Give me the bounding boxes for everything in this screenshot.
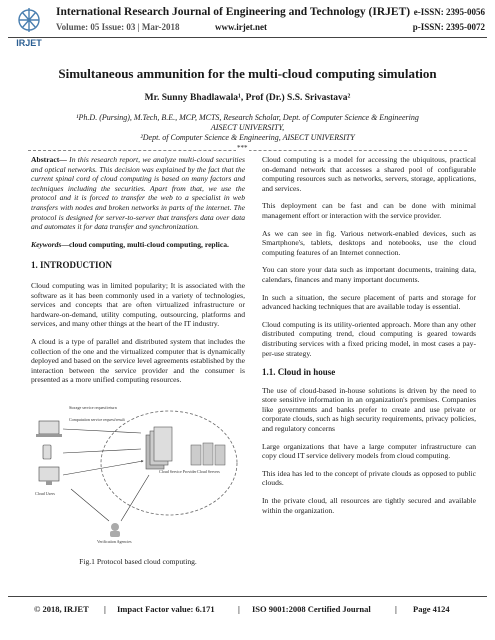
figure-protocol-cloud (31, 393, 243, 551)
figure-caption: Fig.1 Protocol based cloud computing. (79, 556, 197, 566)
journal-header (0, 0, 495, 56)
keywords (31, 240, 245, 250)
cloud-servers-icon (191, 443, 225, 465)
right-paragraph-4: You can store your data such as important documents, training data, calendars, finances and many important documents. (262, 265, 476, 284)
separator-stars: *** (237, 144, 248, 152)
right-paragraph-2: This deployment can be fast and can be done with minimal management effort or interaction with the service provider. (262, 201, 476, 220)
irjet-logo (8, 4, 50, 50)
left-column (31, 155, 245, 566)
eissn: e-ISSN: 2395-0056 (413, 7, 485, 17)
intro-paragraph-2: A cloud is a type of parallel and distributed system that includes the collection of the one and the virtualized computer that is dynamically deployed and based on the service level agreements established by the interaction between the service provider and the consumer is presented as a more unified computing resources. (31, 336, 245, 385)
keywords-label: Keywords— (31, 239, 69, 249)
subsection-heading-cloud-in-house: 1.1. Cloud in house (262, 367, 336, 378)
footer-separator: | (104, 604, 106, 614)
right-paragraph-5: In such a situation, the secure placement of parts and storage for advanced hacking techniques that are available today is essential. (262, 292, 476, 312)
footer-copyright: © 2018, IRJET (34, 604, 89, 614)
footer-separator: | (238, 604, 240, 614)
abstract-label: Abstract— (31, 155, 67, 164)
laptop-icon (36, 421, 62, 437)
right-paragraph-1: Cloud computing is a model for accessing the ubiquitous, practical on-demand network that accesses a shared pool of configurable computing resources such as networks, servers, storage, applications, and services. (262, 155, 476, 193)
pissn: p-ISSN: 2395-0072 (412, 22, 485, 32)
right-column (262, 155, 476, 523)
journal-website[interactable]: www.irjet.net (215, 22, 267, 32)
figure-diagram (31, 393, 243, 543)
label-cloud-users: Cloud Users (35, 490, 55, 496)
label-computation-service: Computation service request/result (69, 416, 125, 422)
section-heading-introduction: 1. INTRODUCTION (31, 260, 113, 271)
affiliation-2: ²Dept. of Computer Science & Engineering, AISECT UNIVERSITY (140, 133, 355, 142)
abstract (31, 155, 245, 232)
journal-footer (0, 596, 495, 640)
footer-iso: ISO 9001:2008 Certified Journal (252, 604, 371, 614)
paper-authors: Mr. Sunny Bhadlawala¹, Prof (Dr.) S.S. Srivastava² (144, 93, 351, 103)
volume-info: Volume: 05 Issue: 03 | Mar-2018 (56, 22, 180, 32)
right-paragraph-8: Large organizations that have a large computer infrastructure can copy cloud IT service delivery models from cloud computing. (262, 441, 476, 461)
affiliation-1: ¹Ph.D. (Pursing), M.Tech, B.E., MCP, MCTS, Research Scholar, Dept. of Computer Science & Engineering (76, 113, 419, 122)
keywords-text: cloud computing, multi-cloud computing, replica. (68, 239, 229, 249)
desktop-icon (39, 467, 59, 485)
phone-icon (43, 445, 51, 459)
footer-rule (8, 596, 487, 597)
label-storage-service: Storage service request/return (69, 404, 117, 410)
label-cloud-servers: Cloud Servers (197, 468, 220, 474)
right-paragraph-9: This idea has led to the concept of private clouds as opposed to public clouds. (262, 468, 476, 488)
affiliation-1b: AISECT UNIVERSITY, (210, 123, 285, 132)
label-verification: Verification Agencies (97, 538, 132, 544)
right-paragraph-7: The use of cloud-based in-house solutions is driven by the need to store sensitive information in an organization's premises. Companies like governments and banks prefer to create and use private or corporate clouds, such as high security requirements, privacy policies, and regulatory concerns (262, 385, 476, 434)
intro-paragraph-1: Cloud computing was in limited popularity; It is associated with the software as it has been commonly used in a variety of technologies, services and concepts that are often virtualized infrastructure or hardware-on-demand, utility computing, outsourcing, platforms and services, and many other things at the heart of the IT industry. (31, 280, 245, 329)
footer-separator: | (395, 604, 397, 614)
paper-title: Simultaneous ammunition for the multi-cloud computing simulation (58, 66, 437, 81)
header-rule (8, 37, 487, 38)
abstract-text: In this research report, we analyze multi-cloud securities and optical networks. This decision was explained by the fact that the current spinal cord of cloud computing is based on many factors and techniques including the securities. Apart from that, we use the protocol and it is forced to transfer the web to a specialist in web transfers with nodes and broken networks in parts of the internet. The protocol is designed for server-to-server that transfers data over data and automates it for data transfer and synchronization. (31, 155, 245, 232)
storage-server-icon (146, 427, 172, 469)
right-paragraph-10: In the private cloud, all resources are tightly secured and available within the organization. (262, 496, 476, 515)
label-service-provider: Cloud Service Provider (159, 468, 197, 474)
verification-agency-icon (110, 523, 120, 537)
footer-impact-factor: Impact Factor value: 6.171 (117, 604, 215, 614)
logo-text: IRJET (16, 38, 42, 48)
journal-title: International Research Journal of Engineering and Technology (IRJET) (56, 6, 411, 18)
right-paragraph-6: Cloud computing is its utility-oriented approach. More than any other distributed computing trend, cloud computing is geared towards distributing services with a fixed pricing model, in most cases a pay-per-use strategy. (262, 319, 476, 358)
right-paragraph-3: As we can see in fig. Various network-enabled devices, such as Smartphone's, tablets, desktops and notebooks, use the cloud computing features of an Internet connection. (262, 228, 476, 257)
footer-page-number: Page 4124 (413, 604, 450, 614)
